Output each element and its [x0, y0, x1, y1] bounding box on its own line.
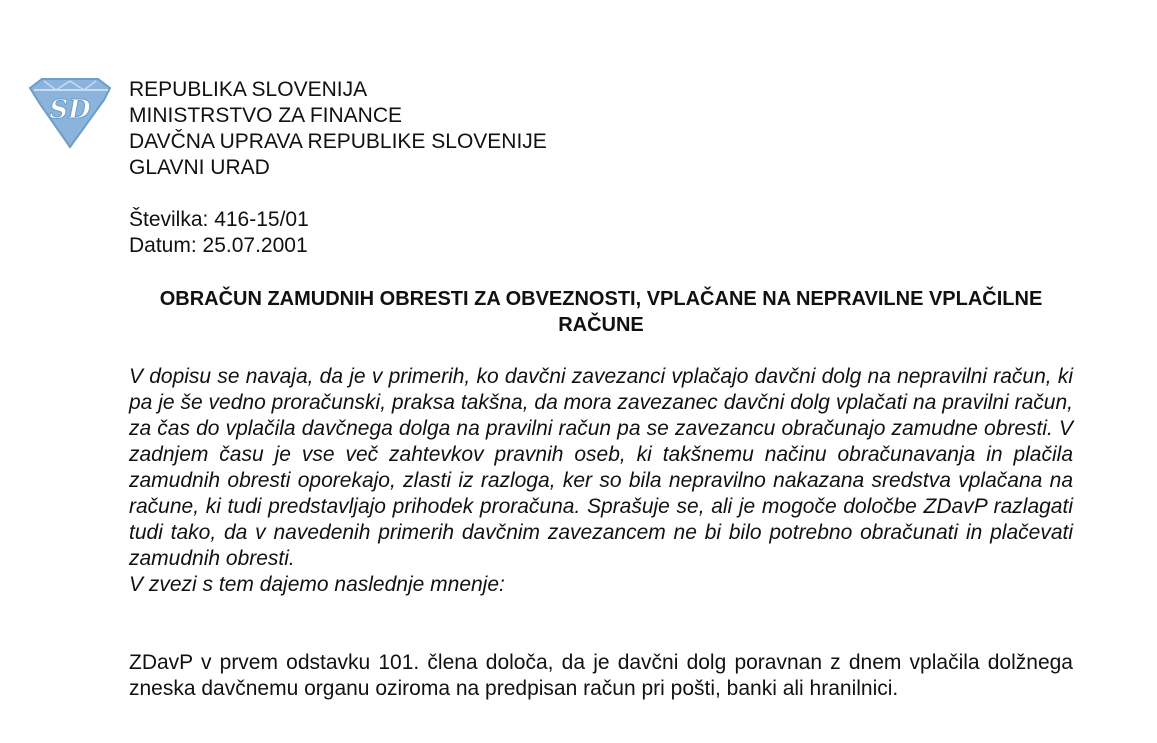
letterhead-ministry: MINISTRSTVO ZA FINANCE — [129, 104, 403, 127]
document-title: OBRAČUN ZAMUDNIH OBRESTI ZA OBVEZNOSTI, VPLAČANE NA NEPRAVILNE VPLAČILNE RAČUNE — [159, 288, 1043, 336]
document-meta — [129, 207, 309, 259]
letterhead-tax-authority: DAVČNA UPRAVA REPUBLIKE SLOVENIJE — [129, 130, 547, 153]
question-paragraph: V dopisu se navaja, da je v primerih, ko davčni zavezanci vplačajo davčni dolg na nepravilni račun, ki pa je še vedno proračunski, praksa takšna, da mora zavezanec davčni dolg vplačati na pravilni račun, za čas do vplačila davčnega dolga na pravilni račun pa se zavezancu obračunajo zamudne obresti. V zadnjem času je vse več zahtevkov pravnih oseb, ki takšnemu načinu obračunavanja in plačila zamudnih obresti oporekajo, zlasti iz razloga, ker so bila nepravilno nakazana sredstva vplačana na račune, ki tudi predstavljajo prihodek proračuna. Sprašuje se, ali je mogoče določbe ZDavP razlagati tudi tako, da v navedenih primerih davčnim zavezancem ne bi bilo potrebno obračunati in plačevati zamudnih obresti. — [129, 365, 1073, 570]
question-section — [129, 364, 1073, 598]
letterhead-office: GLAVNI URAD — [129, 156, 270, 179]
durs-logo — [26, 76, 114, 150]
letterhead-country: REPUBLIKA SLOVENIJA — [129, 78, 368, 101]
document-date: Datum: 25.07.2001 — [129, 234, 308, 257]
document-number: Številka: 416-15/01 — [129, 208, 309, 231]
opinion-intro: V zvezi s tem dajemo naslednje mnenje: — [129, 573, 505, 596]
logo-letters: SD — [49, 95, 91, 125]
letterhead — [129, 77, 547, 181]
answer-section — [129, 650, 1073, 702]
answer-paragraph: ZDavP v prvem odstavku 101. člena določa, da je davčni dolg poravnan z dnem vplačila dolžnega zneska davčnemu organu oziroma na predpisan račun pri pošti, banki ali hranilnici. — [129, 651, 1073, 700]
